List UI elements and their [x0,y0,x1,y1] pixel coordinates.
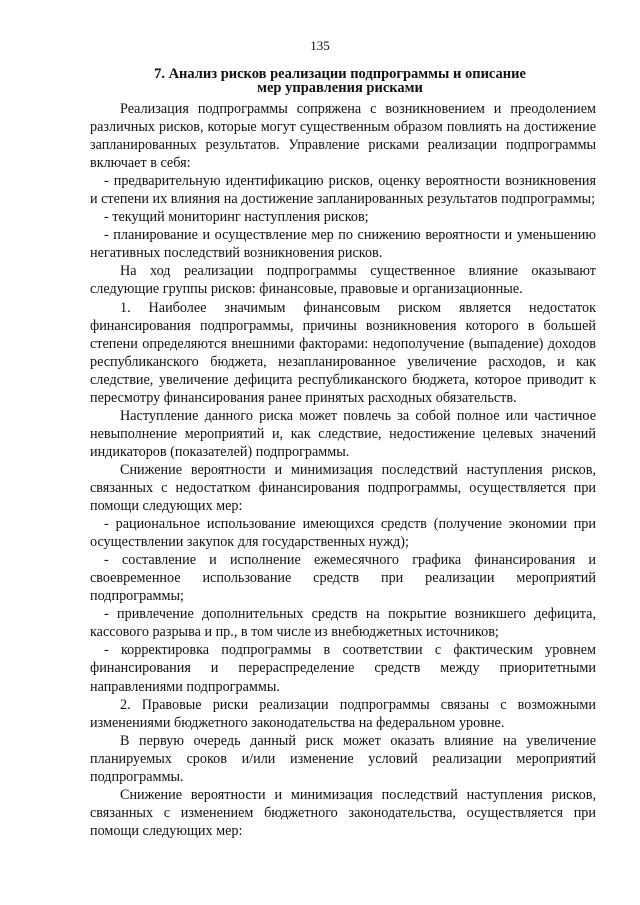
body-text [90,100,596,840]
paragraph-financial-consequence: Наступление данного риска может повлечь за собой полное или частичное невыполнение мероприятий и, как следствие, недостижение целевых значений индикаторов (показателей) подпрограммы. [90,407,596,460]
list-item-planning: - планирование и осуществление мер по снижению вероятности и уменьшению негативных последствий возникновения рисков. [90,227,596,262]
list-item-additional-funds: - привлечение дополнительных средств на покрытие возникшего дефицита, кассового разрыва и пр., в том числе из внебюджетных источников; [90,606,596,641]
paragraph-legal-risk: 2. Правовые риски реализации подпрограммы связаны с возможными изменениями бюджетного законодательства на федеральном уровне. [90,696,596,731]
paragraph-intro: Реализация подпрограммы сопряжена с возникновением и преодолением различных рисков, которые могут существенным образом повлиять на достижение запланированных результатов. Управление рисками реализации подпрограммы включает в себя: [90,101,596,172]
paragraph-financial-risk: 1. Наиболее значимым финансовым риском является недостаток финансирования подпрограммы, причины возникновения которого в большей степени определяются внешними факторами: недополучение (выпадение) доходов республиканского бюджета, незапланированное увеличение расходов, и как следствие, увеличение дефицита республиканского бюджета, которое приводит к пересмотру финансирования ранее принятых расходных обязательств. [90,299,596,406]
page-number: 135 [310,38,330,53]
list-item-identification: - предварительную идентификацию рисков, оценку вероятности возникновения и степени их влияния на достижение запланированных результатов подпрограммы; [90,173,596,208]
list-item-monitoring: - текущий мониторинг наступления рисков; [104,209,369,226]
section-heading-line-2: мер управления рисками [257,80,423,96]
list-item-monthly-schedule: - составление и исполнение ежемесячного графика финансирования и своевременное использование средств при реализации мероприятий подпрограммы; [90,552,596,605]
list-item-rational-use: - рациональное использование имеющихся средств (получение экономии при осуществлении закупок для государственных нужд); [90,516,596,551]
section-heading [90,67,590,95]
section-heading-line-1: 7. Анализ рисков реализации подпрограммы и описание [154,66,526,82]
paragraph-legal-measures: Снижение вероятности и минимизация последствий наступления рисков, связанных с изменением бюджетного законодательства, осуществляется при помощи следующих мер: [90,786,596,839]
paragraph-financial-measures: Снижение вероятности и минимизация последствий наступления рисков, связанных с недостатком финансирования подпрограммы, осуществляется при помощи следующих мер: [90,461,596,515]
list-item-adjustment: - корректировка подпрограммы в соответствии с фактическим уровнем финансирования и перераспределение средств между приоритетными направлениями подпрограммы. [90,642,596,695]
paragraph-legal-consequence: В первую очередь данный риск может оказать влияние на увеличение планируемых сроков и/или изменение условий реализации мероприятий подпрограммы. [90,732,596,785]
paragraph-risk-groups: На ход реализации подпрограммы существенное влияние оказывают следующие группы рисков: финансовые, правовые и организационные. [90,263,596,298]
